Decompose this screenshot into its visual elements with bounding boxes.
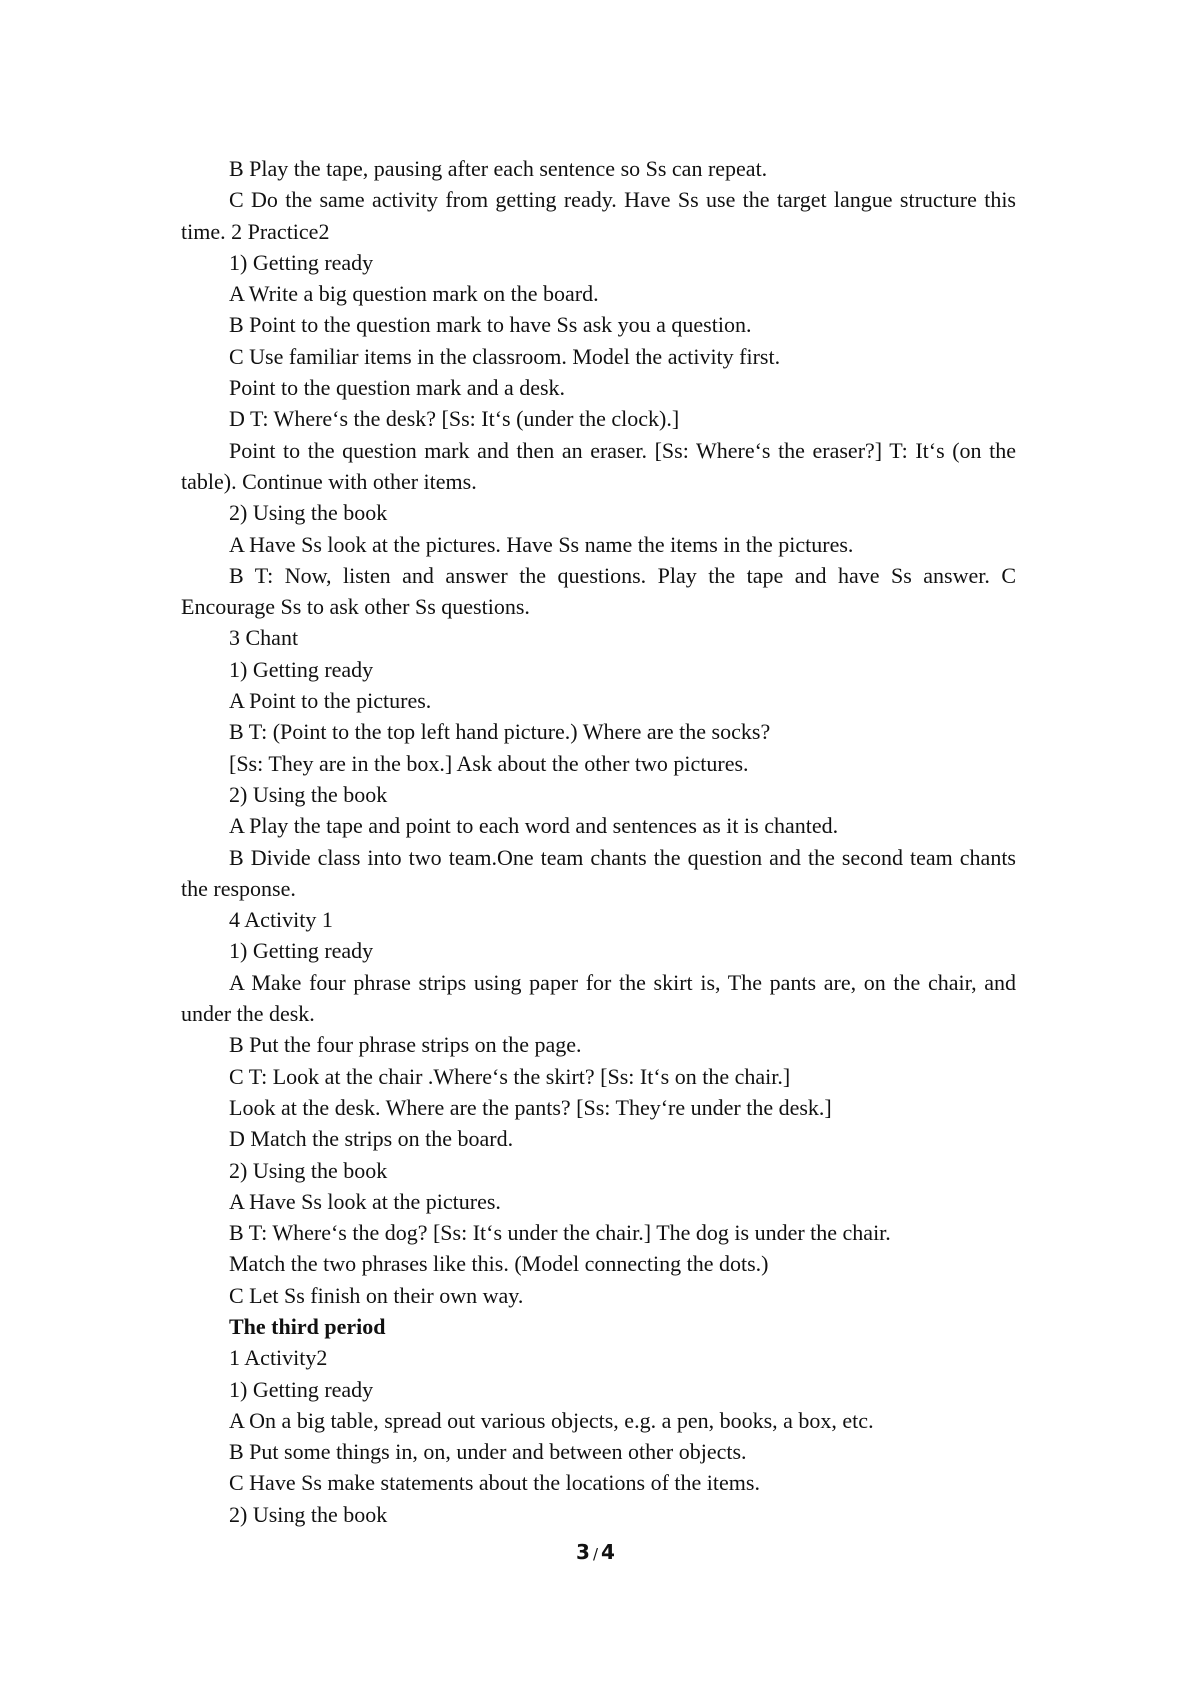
paragraph: Match the two phrases like this. (Model connecting the dots.) xyxy=(229,1251,769,1277)
paragraph: 1) Getting ready xyxy=(229,249,374,275)
paragraph: C Let Ss finish on their own way. xyxy=(229,1282,524,1308)
paragraph: A Make four phrase strips using paper for the skirt is, The pants are, on the chair, and under the desk. xyxy=(181,969,1016,1027)
paragraph: B Put the four phrase strips on the page. xyxy=(229,1032,582,1058)
paragraph: B Play the tape, pausing after each sentence so Ss can repeat. xyxy=(229,156,768,181)
paragraph: D Match the strips on the board. xyxy=(229,1126,514,1152)
paragraph: B T: Now, listen and answer the questions. Play the tape and have Ss answer. C Encourage Ss to ask other Ss questions. xyxy=(181,562,1016,620)
paragraph: A Play the tape and point to each word and sentences as it is chanted. xyxy=(229,813,839,839)
page-number xyxy=(0,1540,1191,1564)
paragraph: C Use familiar items in the classroom. Model the activity first. xyxy=(229,343,781,369)
paragraph: A On a big table, spread out various objects, e.g. a pen, books, a box, etc. xyxy=(229,1407,874,1433)
paragraph: [Ss: They are in the box.] Ask about the other two pictures. xyxy=(229,750,749,776)
paragraph: 2) Using the book xyxy=(229,781,388,807)
paragraph: Point to the question mark and then an eraser. [Ss: Where‘s the eraser?] T: It‘s (on the table). Continue with other items. xyxy=(181,437,1016,494)
section-heading: The third period xyxy=(229,1313,386,1339)
paragraph: D T: Where‘s the desk? [Ss: It‘s (under the clock).] xyxy=(229,406,680,432)
paragraph: 3 Chant xyxy=(229,625,299,651)
paragraph: 2) Using the book xyxy=(229,500,388,526)
paragraph: A Write a big question mark on the board. xyxy=(229,281,599,307)
paragraph: A Point to the pictures. xyxy=(229,688,432,714)
paragraph: B Put some things in, on, under and between other objects. xyxy=(229,1439,747,1465)
paragraph: C Have Ss make statements about the locations of the items. xyxy=(229,1470,760,1496)
paragraph: B Point to the question mark to have Ss ask you a question. xyxy=(229,312,752,338)
paragraph: A Have Ss look at the pictures. Have Ss name the items in the pictures. xyxy=(229,531,854,557)
paragraph: 2) Using the book xyxy=(229,1157,388,1183)
page-number-separator: / xyxy=(592,1545,599,1563)
page-number-total: 4 xyxy=(601,1540,615,1564)
paragraph: 1) Getting ready xyxy=(229,1376,374,1402)
paragraph: B Divide class into two team.One team chants the question and the second team chants the response. xyxy=(181,844,1016,901)
paragraph: C T: Look at the chair .Where‘s the skirt? [Ss: It‘s on the chair.] xyxy=(229,1063,791,1089)
paragraph: 4 Activity 1 xyxy=(229,907,333,933)
paragraph: Look at the desk. Where are the pants? [Ss: They‘re under the desk.] xyxy=(229,1094,832,1120)
paragraph: B T: Where‘s the dog? [Ss: It‘s under the chair.] The dog is under the chair. xyxy=(229,1220,891,1246)
paragraph: 1) Getting ready xyxy=(229,938,374,964)
paragraph: 1 Activity2 xyxy=(229,1345,328,1371)
page-number-current: 3 xyxy=(576,1540,590,1564)
paragraph: 1) Getting ready xyxy=(229,656,374,682)
paragraph: 2) Using the book xyxy=(229,1501,388,1527)
paragraph: B T: (Point to the top left hand picture.) Where are the socks? xyxy=(229,719,771,745)
paragraph: A Have Ss look at the pictures. xyxy=(229,1188,501,1214)
paragraph: Point to the question mark and a desk. xyxy=(229,375,566,401)
paragraph: C Do the same activity from getting ready. Have Ss use the target langue structure this time. 2 Practice2 xyxy=(181,187,1016,244)
document-body xyxy=(181,153,1016,1530)
